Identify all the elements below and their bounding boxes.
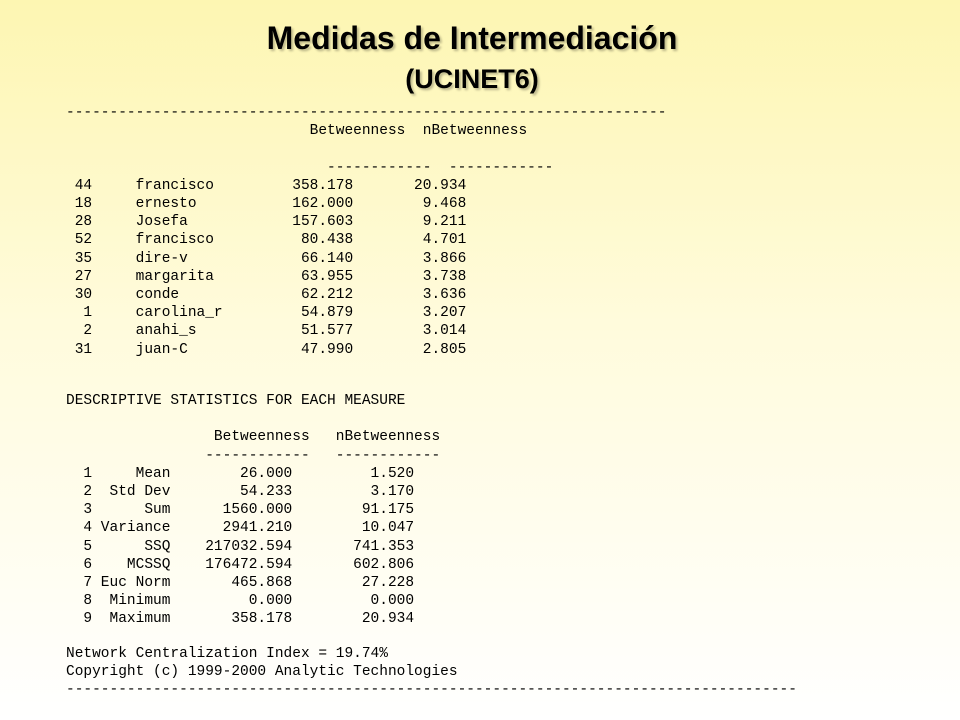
table-row: 9 Maximum 358.178 20.934 — [66, 611, 415, 628]
stats-header: Betweenness nBetweenness — [66, 429, 441, 446]
slide-title: Medidas de Intermediación — [266, 20, 678, 56]
table-row: 4 Variance 2941.210 10.047 — [66, 520, 415, 537]
table-row: 30 conde 62.212 3.636 — [66, 287, 467, 304]
top-separator: --------------------------------------------------------------------- — [66, 105, 667, 121]
top-header: Betweenness nBetweenness — [66, 123, 528, 140]
table-row: 31 juan-C 47.990 2.805 — [66, 341, 467, 358]
table-row: 5 SSQ 217032.594 741.353 — [66, 538, 415, 555]
table-row: 2 anahi_s 51.577 3.014 — [66, 323, 467, 340]
table-row: 28 Josefa 157.603 9.211 — [66, 214, 467, 231]
table-row: 27 margarita 63.955 3.738 — [66, 268, 467, 285]
betweenness-table — [66, 104, 666, 359]
table-row: 44 francisco 358.178 20.934 — [66, 177, 467, 194]
copyright-line: Copyright (c) 1999-2000 Analytic Technologies — [66, 664, 458, 681]
centralization-index: Network Centralization Index = 19.74% — [66, 646, 388, 662]
stats-heading: DESCRIPTIVE STATISTICS FOR EACH MEASURE — [66, 393, 406, 409]
table-row: 18 ernesto 162.000 9.468 — [66, 196, 467, 213]
table-row: 7 Euc Norm 465.868 27.228 — [66, 575, 415, 592]
table-row: 3 Sum 1560.000 91.175 — [66, 502, 415, 519]
table-row: 1 Mean 26.000 1.520 — [66, 465, 415, 482]
footer-separator: ------------------------------------------------------------------------------------ — [66, 682, 797, 699]
table-row: 35 dire-v 66.140 3.866 — [66, 250, 467, 267]
stats-header-rule: ------------ ------------ — [66, 447, 441, 464]
slide-subtitle: (UCINET6) — [405, 64, 539, 94]
table-row: 8 Minimum 0.000 0.000 — [66, 593, 415, 610]
table-row: 2 Std Dev 54.233 3.170 — [66, 484, 415, 501]
table-row: 52 francisco 80.438 4.701 — [66, 232, 467, 249]
table-row: 1 carolina_r 54.879 3.207 — [66, 305, 467, 322]
descriptive-stats-table — [66, 392, 440, 629]
top-header-rule: ------------ ------------ — [66, 159, 554, 176]
footer-block — [66, 645, 797, 700]
table-row: 6 MCSSQ 176472.594 602.806 — [66, 556, 415, 573]
